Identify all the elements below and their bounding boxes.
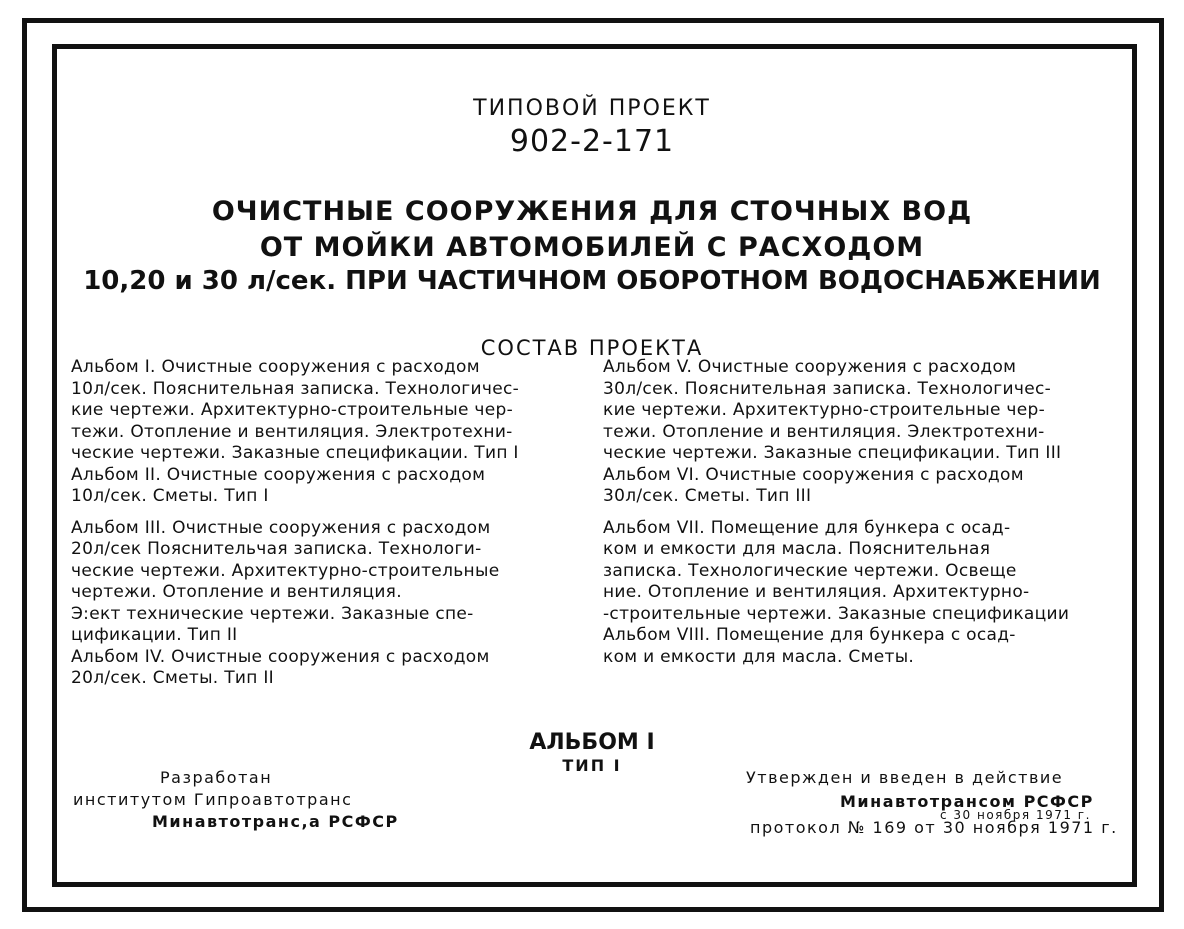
developer-line-1: Разработан: [160, 768, 273, 787]
composition-right-column: [603, 357, 1069, 668]
composition-line: ком и емкости для масла. Пояснительная: [603, 539, 991, 559]
project-number: 902-2-171: [509, 124, 675, 159]
composition-line: чертежи. Отопление и вентиляция.: [71, 582, 402, 602]
composition-line: Альбом IV. Очистные сооружения с расходом: [71, 646, 490, 667]
composition-line: 30л/сек. Сметы. Тип III: [603, 486, 812, 506]
composition-line: 20л/сек. Сметы. Тип II: [71, 668, 274, 688]
approval-line-1: Утвержден и введен в действие: [746, 768, 1064, 787]
composition-line: ческие чертежи. Заказные спецификации. Тип I: [71, 443, 519, 463]
composition-line: 20л/сек Пояснительчая записка. Технологи-: [71, 539, 482, 559]
composition-line: ческие чертежи. Заказные спецификации. Тип III: [603, 443, 1062, 463]
composition-line: записка. Технологические чертежи. Освеще: [603, 560, 1017, 581]
approval-line-4: протокол № 169 от 30 ноября 1971 г.: [750, 818, 1118, 837]
project-label: ТИПОВОЙ ПРОЕКТ: [473, 96, 711, 121]
composition-line: [603, 508, 1069, 518]
album-label: АЛЬБОМ I: [529, 730, 655, 755]
composition-line: тежи. Отопление и вентиляция. Электротехни-: [603, 421, 1045, 442]
composition-line: ческие чертежи. Архитектурно-строительные: [71, 560, 500, 581]
approval-line-2: Минавтотрансом РСФСР: [840, 792, 1094, 811]
composition-line: Альбом I. Очистные сооружения с расходом: [71, 357, 480, 377]
composition-line: Альбом III. Очистные сооружения с расходом: [71, 517, 491, 538]
developer-line-2: институтом Гипроавтотранс: [73, 790, 353, 809]
composition-line: тежи. Отопление и вентиляция. Электротехни-: [71, 421, 513, 442]
composition-line: [71, 508, 519, 518]
composition-heading: СОСТАВ ПРОЕКТА: [480, 336, 704, 360]
composition-line: -строительные чертежи. Заказные спецификации: [603, 603, 1070, 624]
composition-line: 30л/сек. Пояснительная записка. Технологичес-: [603, 378, 1052, 399]
composition-line: Альбом VI. Очистные сооружения с расходом: [603, 464, 1024, 485]
album-type: ТИП I: [562, 756, 622, 775]
composition-line: кие чертежи. Архитектурно-строительные чер-: [603, 400, 1046, 420]
title-line-1: ОЧИСТНЫЕ СООРУЖЕНИЯ ДЛЯ СТОЧНЫХ ВОД: [211, 196, 973, 227]
composition-line: 10л/сек. Пояснительная записка. Технологичес-: [71, 378, 520, 399]
title-line-2: ОТ МОЙКИ АВТОМОБИЛЕЙ С РАСХОДОМ: [259, 232, 925, 263]
composition-line: ком и емкости для масла. Сметы.: [603, 646, 915, 667]
composition-line: Альбом II. Очистные сооружения с расходом: [71, 464, 486, 485]
composition-left-column: [71, 357, 519, 690]
approval-line-3: с 30 ноября 1971 г.: [940, 808, 1091, 822]
composition-line: 10л/сек. Сметы. Тип I: [71, 486, 269, 506]
composition-line: Альбом V. Очистные сооружения с расходом: [603, 357, 1017, 377]
developer-line-3: Минавтотранс,а РСФСР: [152, 812, 399, 831]
composition-line: цификации. Тип II: [71, 625, 238, 645]
title-line-3: 10,20 и 30 л/сек. ПРИ ЧАСТИЧНОМ ОБОРОТНОМ ВОДОСНАБЖЕНИИ: [83, 266, 1101, 296]
composition-line: Альбом VII. Помещение для бункера с осад-: [603, 517, 1011, 538]
composition-line: Э:ект технические чертежи. Заказные спе-: [71, 603, 474, 624]
composition-line: Альбом VIII. Помещение для бункера с осад-: [603, 625, 1016, 645]
composition-line: кие чертежи. Архитектурно-строительные чер-: [71, 400, 514, 420]
composition-line: ние. Отопление и вентиляция. Архитектурно-: [603, 582, 1030, 602]
